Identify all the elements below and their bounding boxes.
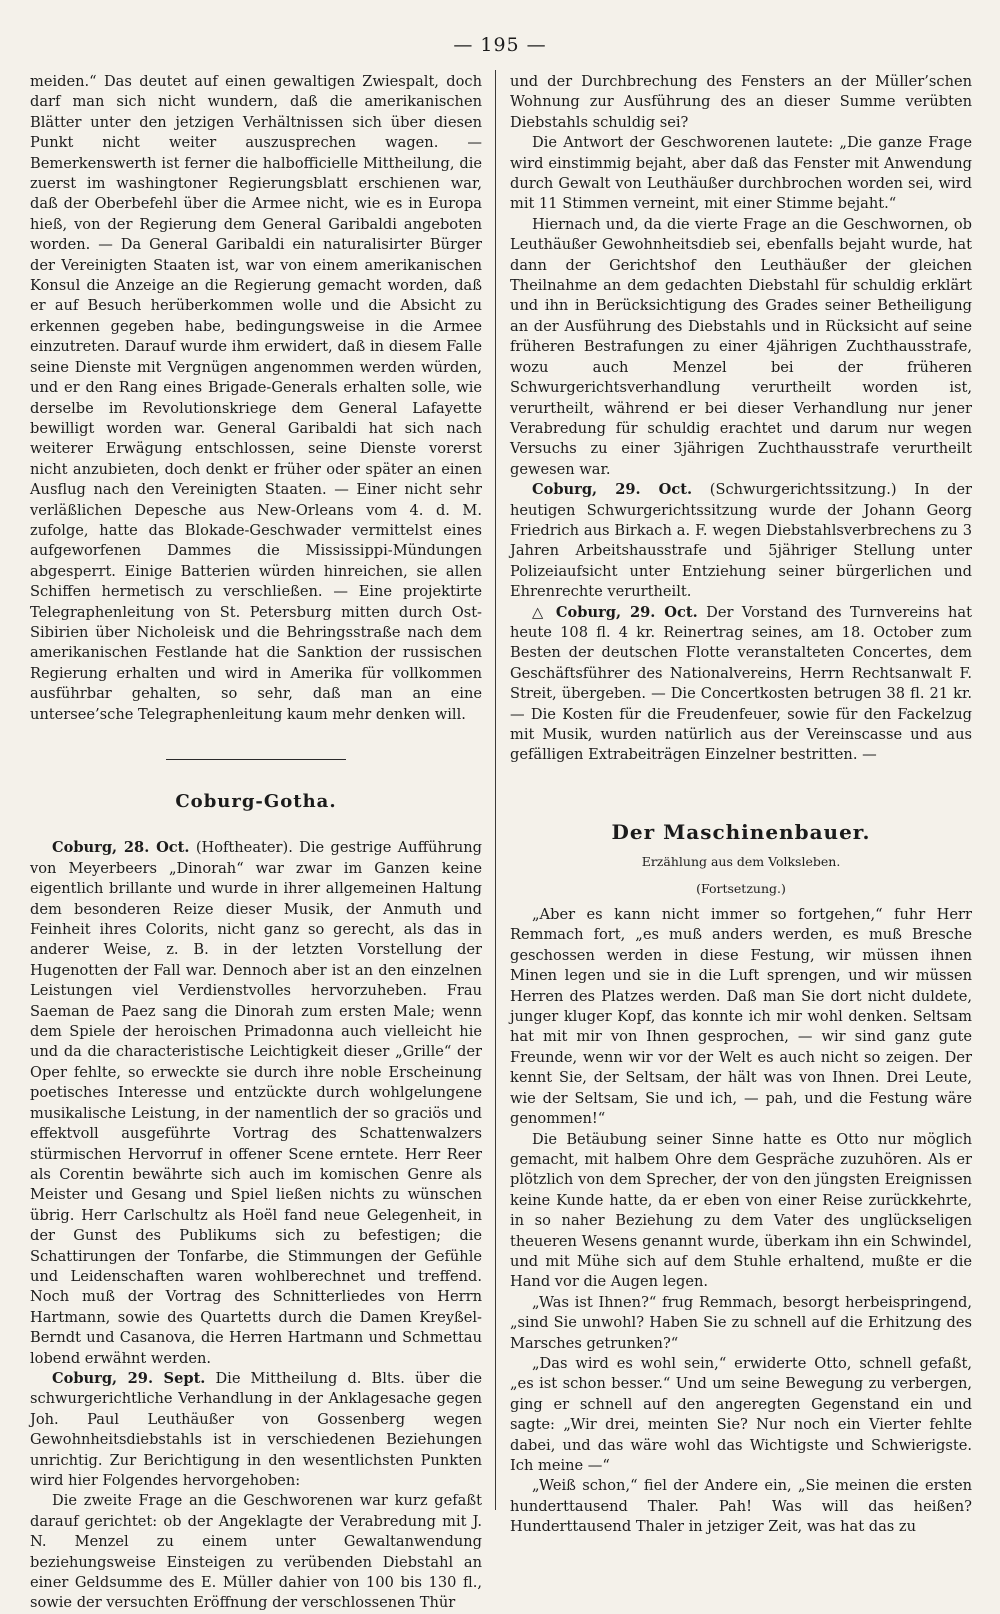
page-number: — 195 — [453, 34, 547, 56]
story-paragraph: „Was ist Ihnen?“ frug Remmach, besorgt herbeispringend, „sind Sie unwohl? Haben Sie zu schnell auf die Erhitzung des Marsches getrunken?“ [510, 1293, 972, 1352]
article-paragraph [30, 1369, 482, 1491]
column-divider [495, 70, 496, 1510]
story-continuation-note: (Fortsetzung.) [696, 880, 786, 896]
article-paragraph [30, 838, 482, 1369]
section-title: Coburg-Gotha. [175, 791, 337, 812]
article-paragraph: Hiernach und, da die vierte Frage an die Geschwornen, ob Leuthäußer Gewohnheitsdieb sei, ebenfalls bejaht wurde, hat dann der Gerichtshof den Leuthäußer der gleichen Theilnahme an dem gedachten Diebstahl für schuldig erklärt und ihn in Berücksichtigung des Grades seiner Betheiligung an der Ausführung des Diebstahls und in Rücksicht auf seine früheren Bestrafungen zu einer 4jährigen Zuchthausstrafe, wozu auch Menzel bei der früheren Schwurgerichtsverhandlung verurtheilt worden ist, verurtheilt, während er bei dieser Verhandlung nur jener Verabredung für schuldig erachtet und darum nur wegen Versuchs zu einer 3jährigen Zuchthausstrafe verurtheilt gewesen war. [510, 215, 972, 478]
right-column [510, 72, 973, 1536]
story-paragraph: „Aber es kann nicht immer so fortgehen,“ fuhr Herr Remmach fort, „es muß anders werden, es muß Bresche geschossen werden in diese Festung, wir müssen ihnen Minen legen und sie in die Luft sprengen, und wir müssen Herren des Platzes werden. Daß man Sie dort nicht duldete, junger kluger Kopf, das konnte ich mir wohl denken. Seltsam hat mit mir von Ihnen gesprochen, — wir sind ganz gute Freunde, wenn wir vor der Welt es auch nicht so zeigen. Der kennt Sie, der Seltsam, der hält was von Ihnen. Drei Leute, wie der Seltsam, Sie und ich, — pah, und die Festung wäre genommen!“ [510, 906, 972, 1128]
story-subtitle: Erzählung aus dem Volksleben. [641, 854, 841, 870]
article-paragraph [510, 603, 972, 766]
left-column [30, 72, 483, 1612]
article-text: Der Vorstand des Turnvereins hat heute 108 fl. 4 kr. Reinertrag seines, am 18. October zum Besten der deutschen Flotte veranstalteten Concertes, dem Geschäftsführer des Nationalvereins, Herrn Rechtsanwalt F. Streit, übergeben. — Die Concertkosten betrugen 38 fl. 21 kr. — Die Kosten für die Freudenfeuer, sowie für den Fackelzug mit Musik, wurden natürlich aus der Vereinscasse und aus gefälligen Extrabeiträgen Einzelner bestritten. — [510, 603, 972, 764]
article-text: (Schwurgerichtssitzung.) In der heutigen Schwurgerichtssitzung wurde der Johann Georg Friedrich aus Birkach a. F. wegen Diebstahlsverbrechens zu 3 Jahren Arbeitshausstrafe und 5jähriger Stellung unter Polizeiaufsicht unter Entziehung seiner bürgerlichen und Ehrenrechte verurtheilt. [510, 481, 973, 601]
article-paragraph: meiden.“ Das deutet auf einen gewaltigen Zwiespalt, doch darf man sich nicht wundern, daß die amerikanischen Blätter unter den jetzigen Verhältnissen sich über diesen Punkt nicht weiter auszusprechen wagen. — Bemerkenswerth ist ferner die halbofficielle Mittheilung, die zuerst im washingtoner Regierungsblatt erschienen war, daß der Oberbefehl über die Armee nicht, wie es in Europa hieß, von der Regierung dem General Garibaldi angeboten worden. — Da General Garibaldi ein naturalisirter Bürger der Vereinigten Staaten ist, war von einem amerikanischen Konsul die Anzeige an die Regierung gemacht worden, daß er auf Besuch herüberkommen wolle und die Absicht zu erkennen gegeben habe, bedingungsweise in die Armee einzutreten. Darauf wurde ihm erwidert, daß in diesem Falle seine Dienste mit Vergnügen angenommen werden würden, und er den Rang eines Brigade-Generals erhalten solle, wie derselbe im Revolutionskriege dem General Lafayette bewilligt worden war. General Garibaldi hat sich nach weiterer Erwägung entschlossen, seine Dienste vorerst nicht anzubieten, doch denkt er früher oder später an einen Ausflug nach den Vereinigten Staaten. — Einer nicht sehr verläßlichen Depesche aus New-Orleans vom 4. d. M. zufolge, hatte das Blokade-Geschwader vermittelst eines aufgeworfenen Dammes die Mississippi-Mündungen abgesperrt. Einige Batterien würden hinreichen, sie allen Schiffen hermetisch zu verschließen. — Eine projektirte Telegraphenleitung von St. Petersburg mitten durch Ost-Sibirien über Nicholeisk und die Behringsstraße nach dem amerikanischen Festlande hat die Sanktion der russischen Regierung erhalten und wird in Amerika für vollkommen ausführbar gehalten, so sehr, daß man an eine untersee’sche Telegraphenleitung kaum mehr denken will. [30, 73, 482, 723]
dateline: Coburg, 29. Sept. [52, 1369, 206, 1387]
article-paragraph: und der Durchbrechung des Fensters an der Müller’schen Wohnung zur Ausführung des an dieser Summe verübten Diebstahls schuldig sei? [510, 73, 972, 131]
dateline: Coburg, 29. Oct. [532, 481, 693, 499]
dateline: △ Coburg, 29. Oct. [532, 603, 698, 621]
story-title: Der Maschinenbauer. [611, 819, 871, 844]
article-paragraph: Die zweite Frage an die Geschworenen war kurz gefaßt darauf gerichtet: ob der Angeklagte der Verabredung mit J. N. Menzel zu einem unter Gewaltanwendung beziehungsweise Einsteigen zu verübenden Diebstahl an einer Geldsumme des E. Müller dahier von 100 bis 130 fl., sowie der versuchten Eröffnung der verschlossenen Thür [30, 1492, 482, 1612]
dateline: Coburg, 28. Oct. [52, 839, 190, 857]
article-text: (Hoftheater). Die gestrige Aufführung von Meyerbeers „Dinorah“ war zwar im Ganzen keine eigentlich brillante und wurde in ihrer allgemeinen Haltung dem besonderen Reize dieser Musik, der Anmuth und Feinheit ihres Colorits, nicht ganz so gerecht, als das in anderer Weise, z. B. in der letzten Vorstellung der Hugenotten der Fall war. Dennoch aber ist an den einzelnen Leistungen viel Verdienstvolles hervorzuheben. Frau Saeman de Paez sang die Dinorah zum ersten Male; wenn dem Spiele der heroischen Primadonna auch vielleicht hie und da die characteristische Leichtigkeit dieser „Grille“ der Oper fehlte, so erweckte sie durch ihre noble Erscheinung poetisches Interesse und entzückte durch wohlgelungene musikalische Leistung, in der namentlich der so graciös und effektvoll ausgeführte Vortrag des Schattenwalzers stürmischen Hervorruf in offener Scene erntete. Herr Reer als Corentin bewährte sich auch im komischen Genre als Meister und Gesang und Spiel ließen nichts zu wünschen übrig. Herr Carlschultz als Hoël fand neue Gelegenheit, in der Gunst des Publikums sich zu befestigen; die Schattirungen der Tonfarbe, die Stimmungen der Gefühle und Leidenschaften waren wohlberechnet und treffend. Noch muß der Vortrag des Schnitterliedes von Herrn Hartmann, sowie des Quartetts durch die Damen Kreyßel-Berndt und Casanova, die Herren Hartmann und Schmettau lobend erwähnt werden. [30, 839, 482, 1367]
story-paragraph: „Das wird es wohl sein,“ erwiderte Otto, schnell gefaßt, „es ist schon besser.“ Und um seine Bewegung zu verbergen, ging er schnell auf den angeregten Gegenstand ein und sagte: „Wir drei, meinten Sie? Nur noch ein Vierter fehlte dabei, und das wäre wohl das Wichtigste und Schwierigste. Ich meine —“ [510, 1354, 972, 1474]
story-paragraph: Die Betäubung seiner Sinne hatte es Otto nur möglich gemacht, mit halbem Ohre dem Gespräche zuzuhören. Als er plötzlich von dem Sprecher, der von den jüngsten Ereignissen keine Kunde hatte, da er eben von einer Reise zurückkehrte, in so naher Beziehung zu dem Vater des unglückseligen theueren Wesens genannt wurde, überkam ihn ein Schwindel, und mit Mühe sich auf dem Stuhle erhaltend, mußte er die Hand vor die Augen legen. [510, 1130, 972, 1291]
story-paragraph: „Weiß schon,“ fiel der Andere ein, „Sie meinen die ersten hunderttausend Thaler. Pah! Was will das heißen? Hunderttausend Thaler in jetziger Zeit, was hat das zu [510, 1477, 972, 1536]
article-paragraph [510, 480, 972, 602]
article-paragraph: Die Antwort der Geschworenen lautete: „Die ganze Frage wird einstimmig bejaht, aber daß das Fenster mit Anwendung durch Gewalt von Leuthäußer durchbrochen worden sei, wird mit 11 Stimmen verneint, mit einer Stimme bejaht.“ [510, 134, 972, 213]
article-text: Die Mittheilung d. Blts. über die schwurgerichtliche Verhandlung in der Anklagesache gegen Joh. Paul Leuthäußer von Gossenberg wegen Gewohnheitsdiebstahls ist in verschiedenen Beziehungen unrichtig. Zur Berichtigung in den wesentlichsten Punkten wird hier Folgendes hervorgehoben: [30, 1369, 483, 1489]
section-divider [166, 759, 346, 760]
